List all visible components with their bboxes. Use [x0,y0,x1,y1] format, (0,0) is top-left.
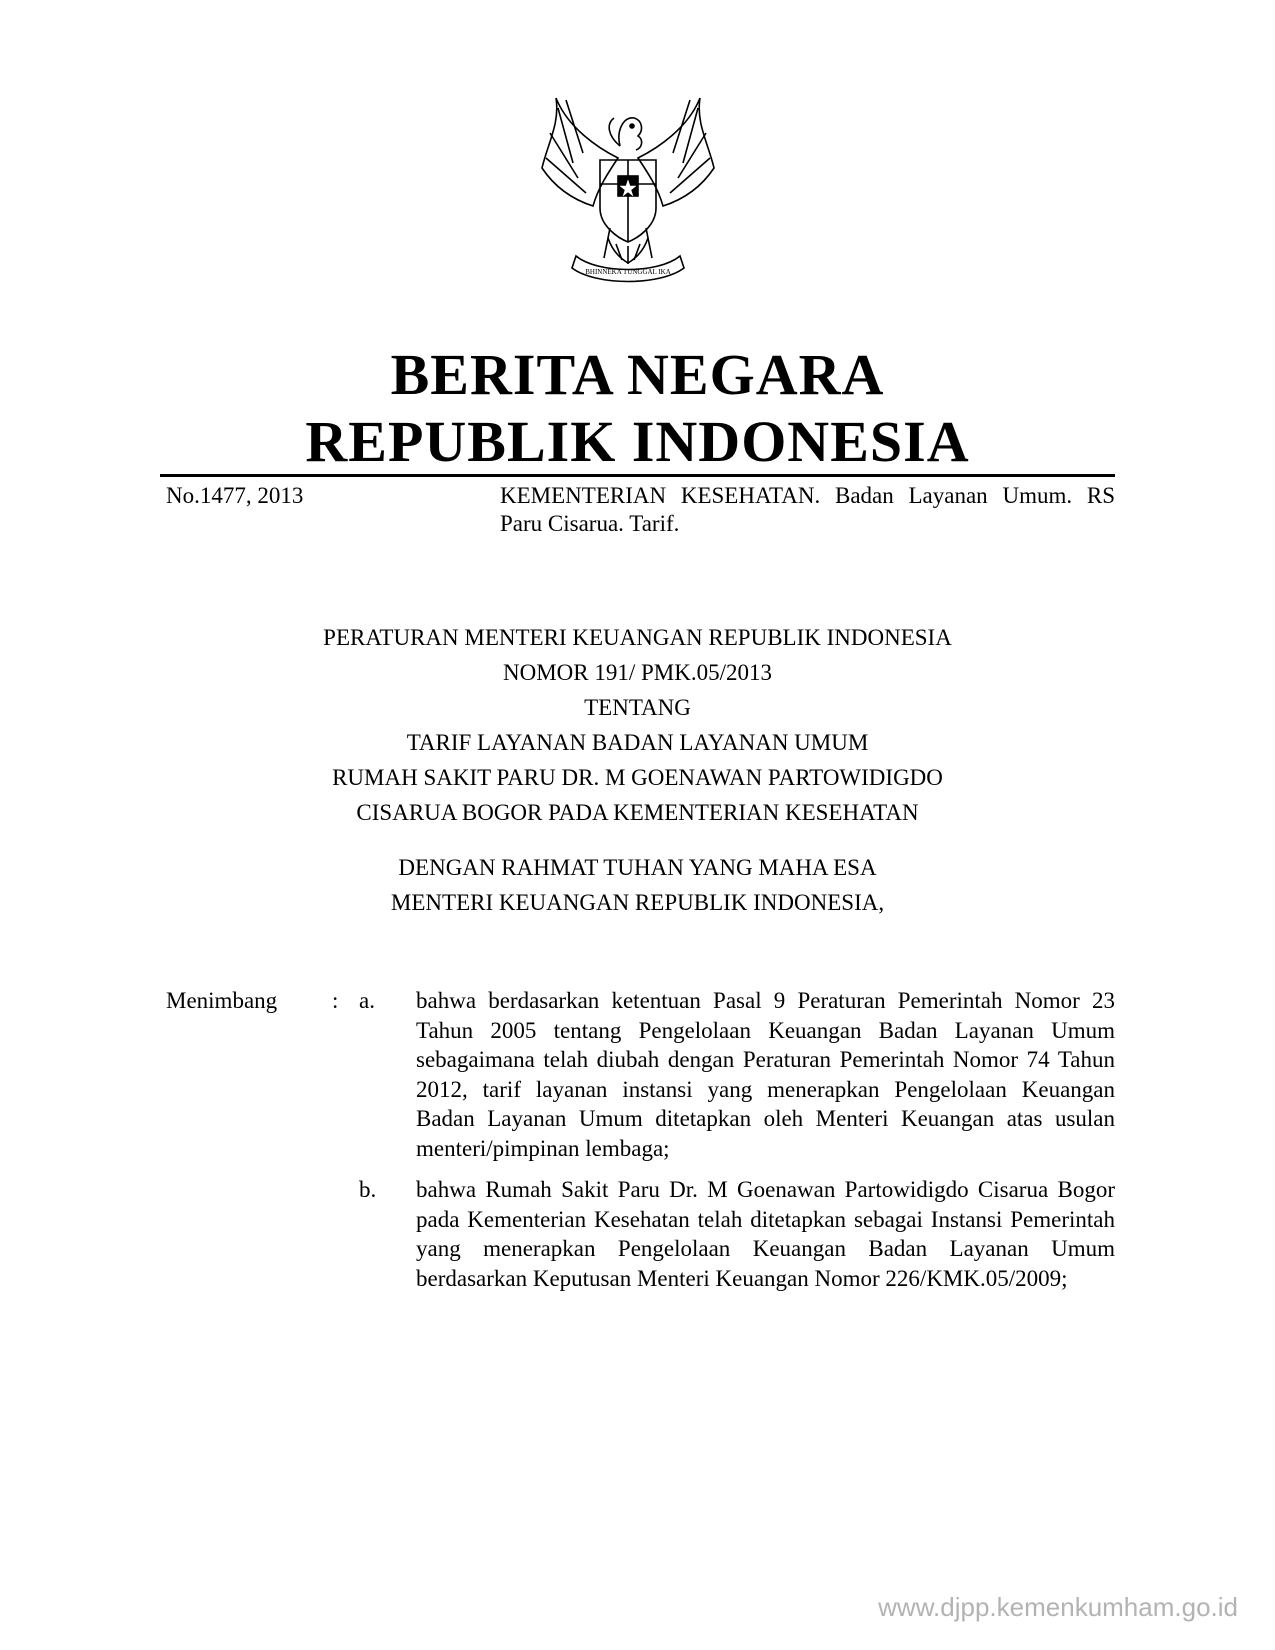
considerations-section [166,986,1115,1305]
consideration-item [166,986,1115,1163]
regulation-title-line: NOMOR 191/ PMK.05/2013 [502,660,772,685]
item-letter: a. [359,988,375,1013]
regulation-title-line: CISARUA BOGOR PADA KEMENTERIAN KESEHATAN [356,800,919,825]
regulation-title-line: RUMAH SAKIT PARU DR. M GOENAWAN PARTOWIDIGDO [332,765,943,790]
emblem-motto: BHINNEKA TUNGGAL IKA [585,268,671,276]
regulation-title [160,620,1115,830]
gazette-subject: KEMENTERIAN KESEHATAN. Badan Layanan Umum. RS Paru Cisarua. Tarif. [500,483,1115,536]
gazette-number: No.1477, 2013 [166,483,304,508]
regulation-title-line: PERATURAN MENTERI KEUANGAN REPUBLIK INDONESIA [323,625,952,650]
consideration-item [166,1175,1115,1293]
item-text: bahwa berdasarkan ketentuan Pasal 9 Peraturan Pemerintah Nomor 23 Tahun 2005 tentang Pengelolaan Keuangan Badan Layanan Umum sebagaimana telah diubah dengan Peraturan Pemerintah Nomor 74 Tahun 2012, tarif layanan instansi yang menerapkan Pengelolaan Keuangan Badan Layanan Umum ditetapkan oleh Menteri Keuangan atas usulan menteri/pimpinan lembaga; [416,988,1115,1161]
considerations-heading: Menimbang [166,988,278,1013]
item-letter: b. [359,1177,377,1202]
masthead-title: BERITA NEGARA [390,342,885,407]
regulation-title-line: TARIF LAYANAN BADAN LAYANAN UMUM [406,730,869,755]
considerations-colon: : [332,988,339,1013]
watermark-url: www.djpp.kemenkumham.go.id [878,1592,1238,1622]
regulation-title-line: TENTANG [584,695,691,720]
opening-formula [160,850,1115,920]
opening-line: MENTERI KEUANGAN REPUBLIK INDONESIA, [390,890,885,915]
masthead-subtitle: REPUBLIK INDONESIA [305,409,970,474]
opening-line: DENGAN RAHMAT TUHAN YANG MAHA ESA [398,855,877,880]
garuda-emblem-icon [538,88,718,288]
item-text: bahwa Rumah Sakit Paru Dr. M Goenawan Partowidigdo Cisarua Bogor pada Kementerian Kesehatan telah ditetapkan sebagai Instansi Pemerintah yang menerapkan Pengelolaan Keuangan Badan Layanan Umum berdasarkan Keputusan Menteri Keuangan Nomor 226/KMK.05/2009; [416,1177,1115,1291]
masthead-rule [160,474,1115,477]
